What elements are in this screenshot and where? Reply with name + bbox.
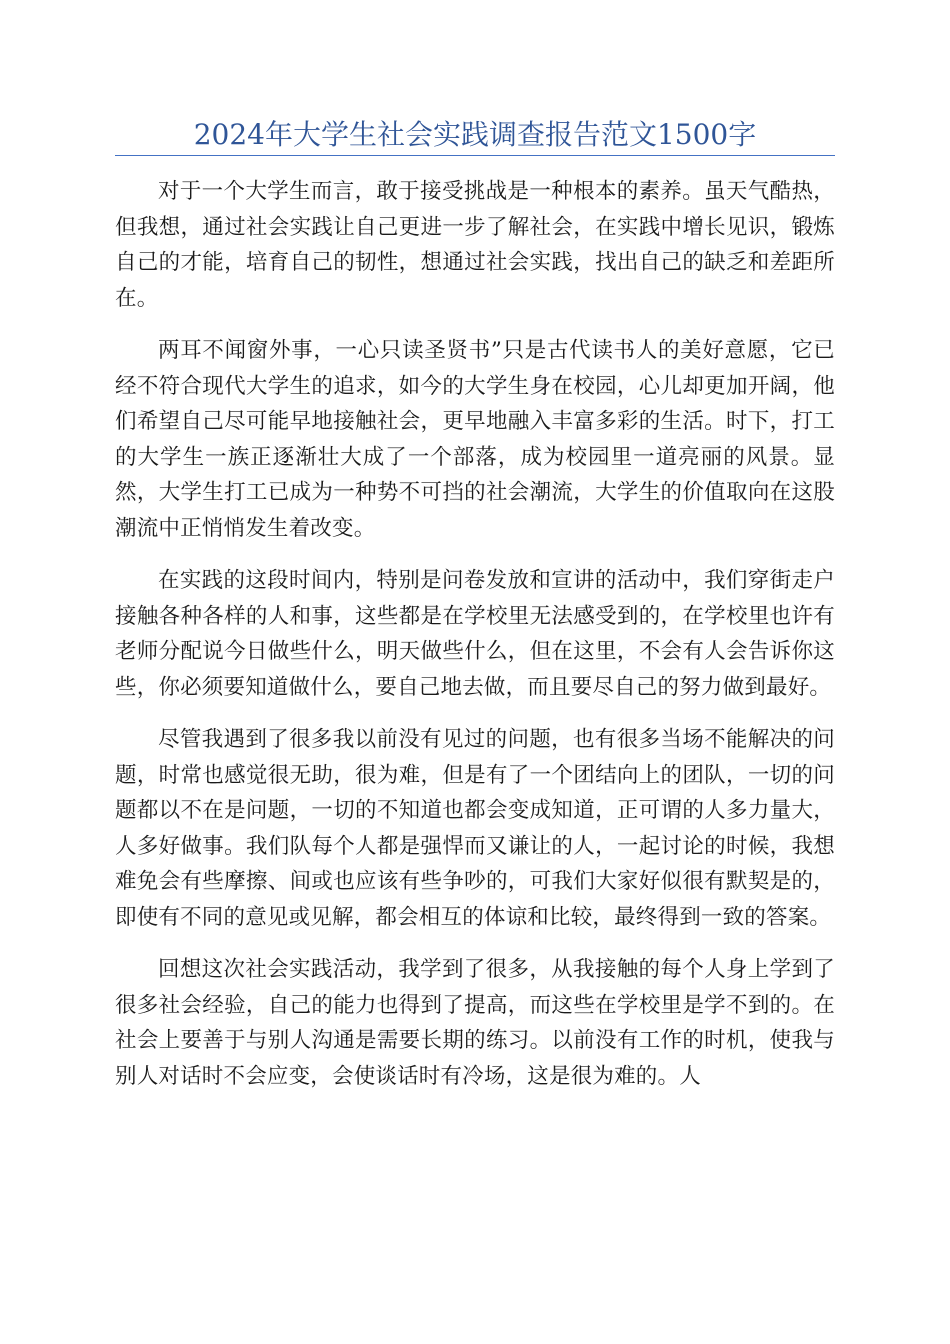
paragraph: 在实践的这段时间内，特别是问卷发放和宣讲的活动中，我们穿街走户接触各种各样的人和事，这些都是在学校里无法感受到的，在学校里也许有老师分配说今日做些什么，明天做些什么，但在这里，不会有人会告诉你这些，你必须要知道做什么，要自己地去做，而且要尽自己的努力做到最好。 xyxy=(115,568,835,700)
paragraph: 对于一个大学生而言，敢于接受挑战是一种根本的素养。虽天气酷热，但我想，通过社会实践让自己更进一步了解社会，在实践中增长见识，锻炼自己的才能，培育自己的韧性，想通过社会实践，找出自己的缺乏和差距所在。 xyxy=(115,179,835,311)
paragraph: 回想这次社会实践活动，我学到了很多，从我接触的每个人身上学到了很多社会经验，自己的能力也得到了提高，而这些在学校里是学不到的。在社会上要善于与别人沟通是需要长期的练习。以前没有工作的时机，使我与别人对话时不会应变，会使谈话时有冷场，这是很为难的。人 xyxy=(115,957,835,1089)
title-underline xyxy=(115,155,835,156)
document-body xyxy=(115,174,835,1111)
paragraph: 尽管我遇到了很多我以前没有见过的问题，也有很多当场不能解决的问题，时常也感觉很无助，很为难，但是有了一个团结向上的团队，一切的问题都以不在是问题，一切的不知道也都会变成知道，正可谓的人多力量大，人多好做事。我们队每个人都是强悍而又谦让的人，一起讨论的时候，我想难免会有些摩擦、间或也应该有些争吵的，可我们大家好似很有默契是的，即使有不同的意见或见解，都会相互的体谅和比较，最终得到一致的答案。 xyxy=(115,727,835,930)
paragraph: 两耳不闻窗外事，一心只读圣贤书”只是古代读书人的美好意愿，它已经不符合现代大学生的追求，如今的大学生身在校园，心儿却更加开阔，他们希望自己尽可能早地接触社会，更早地融入丰富多彩的生活。时下，打工的大学生一族正逐渐壮大成了一个部落，成为校园里一道亮丽的风景。显然，大学生打工已成为一种势不可挡的社会潮流，大学生的价值取向在这股潮流中正悄悄发生着改变。 xyxy=(115,338,835,541)
document-title: 2024年大学生社会实践调查报告范文1500字 xyxy=(193,118,757,151)
